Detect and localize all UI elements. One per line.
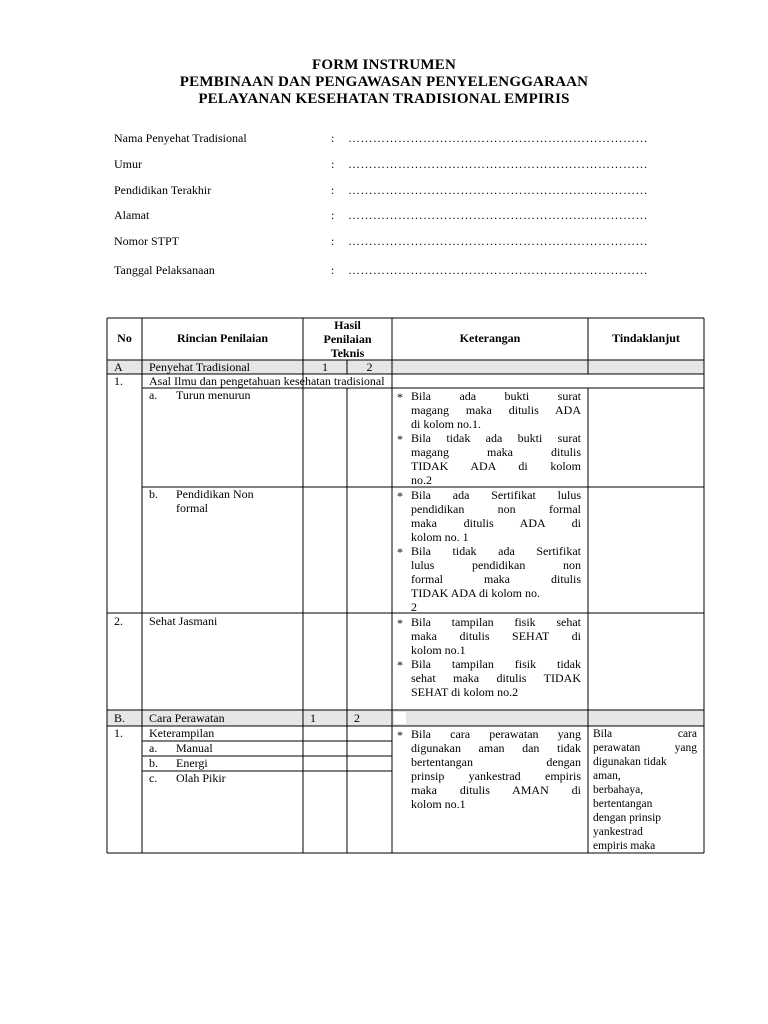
bullet-marker: * <box>397 658 403 672</box>
row-b1-item-letter: a. <box>149 741 158 755</box>
row-b1-item-label: Energi <box>176 756 208 770</box>
section-b-label: Cara Perawatan <box>149 711 225 725</box>
row-1b-label-1: Pendidikan Non <box>176 487 254 501</box>
field-blank-stpt[interactable]: ……………………………………………………………… <box>348 234 648 248</box>
form-subtitle-line1: PEMBINAAN DAN PENGAWASAN PENYELENGGARAAN <box>179 74 589 90</box>
col-header-hasil-1: Hasil <box>334 318 361 332</box>
section-a-shade <box>588 360 704 374</box>
row-b1-item-letter: b. <box>149 756 158 770</box>
row-2-note-1: Bila tampilan fisik sehat maka ditulis SEHAT di kolom no.1 <box>411 615 581 657</box>
row-2-note-2: Bila tampilan fisik tidak sehat maka ditulis TIDAK SEHAT di kolom no.2 <box>411 657 581 699</box>
row-b1-item-label: Manual <box>176 741 213 755</box>
col-header-hasil-3: Teknis <box>330 346 365 360</box>
bullet-marker: * <box>397 545 403 559</box>
bullet-marker: * <box>397 489 403 503</box>
row-b1-no: 1. <box>114 726 123 740</box>
field-label-nama: Nama Penyehat Tradisional <box>114 131 247 145</box>
section-a-col1: 1 <box>322 360 328 374</box>
bullet-marker: * <box>397 390 403 404</box>
section-b-col2: 2 <box>354 711 360 725</box>
row-1b-letter: b. <box>149 487 158 501</box>
section-b-gap <box>394 712 406 724</box>
row-b1-item-label: Olah Pikir <box>176 771 226 785</box>
field-label-pendidikan: Pendidikan Terakhir <box>114 183 212 197</box>
row-1a-label: Turun menurun <box>176 388 251 402</box>
section-a-no: A <box>114 360 123 374</box>
section-b-no: B. <box>114 711 126 725</box>
col-header-keterangan: Keterangan <box>459 331 521 345</box>
row-b1-item-letter: c. <box>149 771 158 785</box>
form-subtitle-line2: PELAYANAN KESEHATAN TRADISIONAL EMPIRIS <box>198 91 570 107</box>
section-a-shade <box>107 360 142 374</box>
row-b1-label: Keterampilan <box>149 726 215 740</box>
field-blank-pendidikan[interactable]: ……………………………………………………………… <box>348 183 648 197</box>
row-1b-note-2: Bila tidak ada Sertifikat lulus pendidikan non formal maka ditulis TIDAK ADA di kolom no. 2 <box>411 544 581 614</box>
section-a-col2: 2 <box>366 360 373 374</box>
field-colon: : <box>331 183 335 197</box>
field-blank-nama[interactable]: ……………………………………………………………… <box>348 131 648 145</box>
bullet-marker: * <box>397 728 403 742</box>
field-colon: : <box>331 208 335 222</box>
row-b1-followup: Bila cara perawatan yang digunakan tidak aman, berbahaya, bertentangan dengan prinsip yankestrad empiris maka <box>593 728 697 852</box>
row-b1-note-1: Bila cara perawatan yang digunakan aman dan tidak bertentangan dengan prinsip yankestrad empiris maka ditulis AMAN di kolom no.1 <box>411 727 581 811</box>
row-1b-note-1: Bila ada Sertifikat lulus pendidikan non formal maka ditulis ADA di kolom no. 1 <box>411 488 581 544</box>
field-blank-tanggal[interactable]: ……………………………………………………………… <box>348 263 648 277</box>
field-colon: : <box>331 131 335 145</box>
row-2-label: Sehat Jasmani <box>149 614 218 628</box>
row-1-label: Asal Ilmu dan pengetahuan kesehatan tradisional <box>149 374 385 388</box>
field-colon: : <box>331 234 335 248</box>
row-2-no: 2. <box>114 614 123 628</box>
row-1a-note-1: Bila ada bukti surat magang maka ditulis ADA di kolom no.1. <box>411 389 581 431</box>
section-b-col1: 1 <box>310 711 316 725</box>
section-a-label: Penyehat Tradisional <box>149 360 250 374</box>
field-blank-umur[interactable]: ……………………………………………………………… <box>348 157 648 171</box>
row-1-no: 1. <box>114 374 123 388</box>
field-colon: : <box>331 263 335 277</box>
form-title: FORM INSTRUMEN <box>311 57 457 73</box>
row-1a-note-2: Bila tidak ada bukti surat magang maka ditulis TIDAK ADA di kolom no.2 <box>411 431 581 487</box>
bullet-marker: * <box>397 432 403 446</box>
col-header-hasil-2: Penilaian <box>323 332 372 346</box>
field-blank-alamat[interactable]: ……………………………………………………………… <box>348 208 648 222</box>
field-label-tanggal: Tanggal Pelaksanaan <box>114 263 215 277</box>
field-colon: : <box>331 157 335 171</box>
field-label-umur: Umur <box>114 157 142 171</box>
section-a-shade <box>392 360 588 374</box>
bullet-marker: * <box>397 616 403 630</box>
field-label-stpt: Nomor STPT <box>114 234 180 248</box>
col-header-rincian: Rincian Penilaian <box>176 331 268 345</box>
col-header-no: No <box>117 331 132 345</box>
col-header-tindaklanjut: Tindaklanjut <box>612 331 680 345</box>
field-label-alamat: Alamat <box>114 208 150 222</box>
row-1a-letter: a. <box>149 388 158 402</box>
row-1b-label-2: formal <box>176 501 208 515</box>
